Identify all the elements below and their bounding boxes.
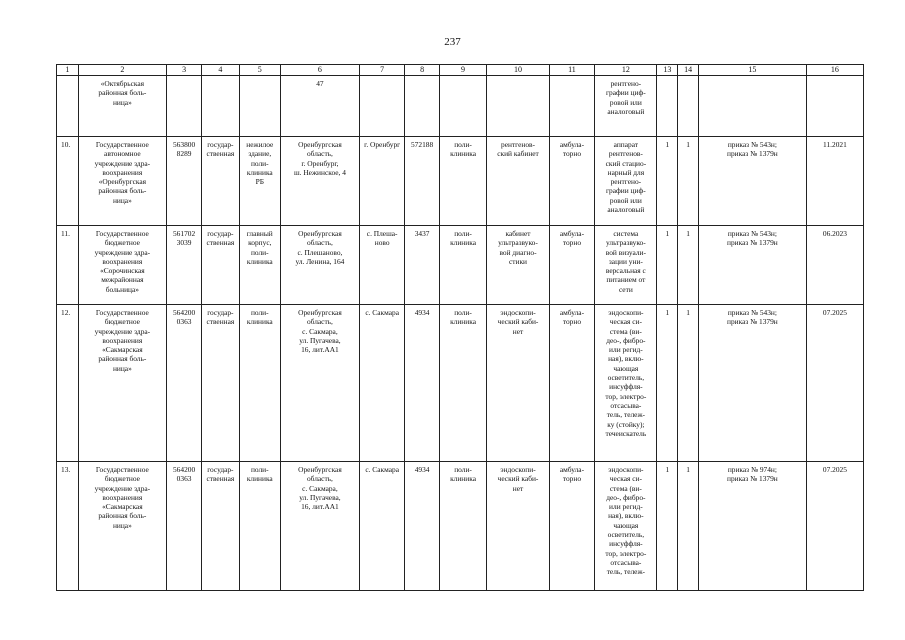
table-cell: 4934 [405, 305, 439, 462]
table-cell [678, 76, 699, 137]
table-cell: эндоскопи- ческий каби- нет [487, 305, 549, 462]
column-number-cell: 7 [359, 65, 405, 76]
table-cell: Государственное бюджетное учреждение здра- воохранения «Сакмарская районная боль- ница» [78, 462, 166, 591]
column-number-cell: 2 [78, 65, 166, 76]
table-cell: аппарат рентгенов- ский стацио- нарный для рентгено- графии циф- ровой или аналоговый [595, 137, 657, 226]
table-cell: приказ № 543н; приказ № 1379н [698, 305, 806, 462]
table-cell: Оренбургская область, с. Плешаново, ул. Ленина, 164 [281, 226, 360, 305]
table-cell [698, 76, 806, 137]
table-cell: рентгено- графии циф- ровой или аналоговый [595, 76, 657, 137]
column-number-cell: 10 [487, 65, 549, 76]
table-cell: 10. [57, 137, 79, 226]
column-number-cell: 3 [166, 65, 201, 76]
column-number-cell: 11 [549, 65, 595, 76]
table-cell: амбула- торно [549, 137, 595, 226]
table-cell: 1 [657, 462, 678, 591]
table-cell: 11. [57, 226, 79, 305]
table-cell: 561702 3039 [166, 226, 201, 305]
table-cell: эндоскопи- ческая си- стема (ви- део-, фибро- или регид- ная), вклю- чающая осветитель, инсуффля- тор, электро- отсасыва- тель, тележ- ку (стойку); течеискатель [595, 305, 657, 462]
table-row [57, 462, 864, 591]
table-cell: нежилое здание, поли- клиника РБ [239, 137, 280, 226]
table-row [57, 305, 864, 462]
table-cell: «Октябрьская районная боль- ница» [78, 76, 166, 137]
table-cell [806, 76, 863, 137]
column-number-cell: 13 [657, 65, 678, 76]
table-row [57, 137, 864, 226]
table-cell: Оренбургская область, с. Сакмара, ул. Пугачева, 16, лит.АА1 [281, 305, 360, 462]
column-number-row [57, 65, 864, 76]
table-cell: 1 [657, 137, 678, 226]
table-cell: 564200 0363 [166, 462, 201, 591]
table-cell: 4934 [405, 462, 439, 591]
column-number-cell: 8 [405, 65, 439, 76]
table-cell [487, 76, 549, 137]
table-cell: 13. [57, 462, 79, 591]
table-cell [166, 76, 201, 137]
table-cell: государ- ственная [202, 226, 239, 305]
column-number-cell: 4 [202, 65, 239, 76]
table-cell: 3437 [405, 226, 439, 305]
table-cell: Государственное автономное учреждение здра- воохранения «Оренбургская районная боль- ница» [78, 137, 166, 226]
table-cell: 1 [678, 226, 699, 305]
table-cell: 11.2021 [806, 137, 863, 226]
table-cell: государ- ственная [202, 137, 239, 226]
column-number-cell: 15 [698, 65, 806, 76]
table-cell [57, 76, 79, 137]
table-cell [202, 76, 239, 137]
column-number-cell: 16 [806, 65, 863, 76]
table-cell: приказ № 543н; приказ № 1379н [698, 226, 806, 305]
table-cell: поли- клиника [239, 305, 280, 462]
column-number-cell: 14 [678, 65, 699, 76]
table-cell: главный корпус, поли- клиника [239, 226, 280, 305]
table-cell: Государственное бюджетное учреждение здра- воохранения «Сакмарская районная боль- ница» [78, 305, 166, 462]
table-cell: амбула- торно [549, 305, 595, 462]
table-cell: 07.2025 [806, 462, 863, 591]
table-cell: 1 [657, 226, 678, 305]
table-cell: с. Сакмара [359, 462, 405, 591]
table-cell: поли- клиника [439, 226, 487, 305]
table-cell: государ- ственная [202, 462, 239, 591]
table-cell [657, 76, 678, 137]
table-cell: система ультразвуко- вой визуали- зации уни- версальная с питанием от сети [595, 226, 657, 305]
column-number-cell: 5 [239, 65, 280, 76]
table-cell [359, 76, 405, 137]
table-cell: поли- клиника [439, 305, 487, 462]
column-number-cell: 12 [595, 65, 657, 76]
table-cell: 1 [678, 137, 699, 226]
table-cell: 12. [57, 305, 79, 462]
table-cell: кабинет ультразвуко- вой диагно- стики [487, 226, 549, 305]
table-row [57, 226, 864, 305]
table-cell: с. Сакмара [359, 305, 405, 462]
table-cell: 1 [678, 305, 699, 462]
table-cell: 47 [281, 76, 360, 137]
table-cell [405, 76, 439, 137]
table-cell: рентгенов- ский кабинет [487, 137, 549, 226]
table-cell [549, 76, 595, 137]
column-number-cell: 1 [57, 65, 79, 76]
table-cell: 1 [657, 305, 678, 462]
table-cell [439, 76, 487, 137]
table-cell: приказ № 543н; приказ № 1379н [698, 137, 806, 226]
table-cell: поли- клиника [439, 462, 487, 591]
table-cell: амбула- торно [549, 226, 595, 305]
table-cell: 07.2025 [806, 305, 863, 462]
table-cell: государ- ственная [202, 305, 239, 462]
table-cell: 06.2023 [806, 226, 863, 305]
page-number: 237 [444, 36, 461, 48]
table-cell: Государственное бюджетное учреждение здра- воохранения «Сорочинская межрайонная больница» [78, 226, 166, 305]
table-row [57, 76, 864, 137]
table-cell: приказ № 974н; приказ № 1379н [698, 462, 806, 591]
table-cell: Оренбургская область, г. Оренбург, ш. Нежинское, 4 [281, 137, 360, 226]
table-cell: 564200 0363 [166, 305, 201, 462]
equipment-table [56, 64, 864, 591]
table-cell: г. Оренбург [359, 137, 405, 226]
table-cell: эндоскопи- ческий каби- нет [487, 462, 549, 591]
table-cell: 572188 [405, 137, 439, 226]
table-cell: поли- клиника [239, 462, 280, 591]
column-number-cell: 9 [439, 65, 487, 76]
table-cell: поли- клиника [439, 137, 487, 226]
table-cell [239, 76, 280, 137]
table-cell: эндоскопи- ческая си- стема (ви- део-, фибро- или регид- ная), вклю- чающая осветитель, инсуффля- тор, электро- отсасыва- тель, тележ- [595, 462, 657, 591]
column-number-cell: 6 [281, 65, 360, 76]
table-cell: 1 [678, 462, 699, 591]
table-cell: 563800 8289 [166, 137, 201, 226]
table-cell: Оренбургская область, с. Сакмара, ул. Пугачева, 16, лит.АА1 [281, 462, 360, 591]
table-cell: с. Плеша- ново [359, 226, 405, 305]
table-cell: амбула- торно [549, 462, 595, 591]
